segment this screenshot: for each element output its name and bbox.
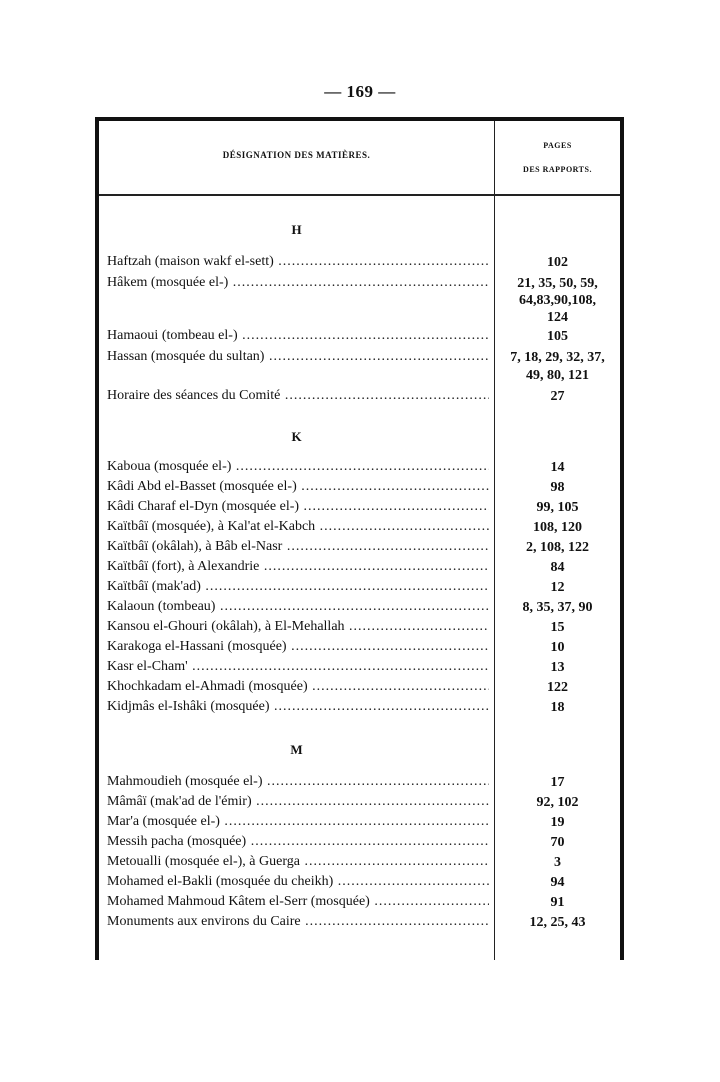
index-entry-name: Mohamed el-Bakli (mosquée du cheikh) ..... [107,873,489,891]
index-entry-name: Khochkadam el-Ahmadi (mosquée) ..... [107,678,489,696]
index-entry-pages: 99, 105 [536,500,579,515]
designation-column-header: DÉSIGNATION DES MATIÈRES. [222,150,371,160]
page-number: — 169 — [324,82,396,101]
pages-column-header-line1: PAGES [543,141,572,150]
index-entry-name: Kaïtbâï (fort), à Alexandrie ..... [107,558,489,576]
index-entry-pages: 21, 35, 50, 59, [517,276,598,291]
index-entry-pages: 70 [550,835,565,850]
index-entry-name: Mar'a (mosquée el-) ..... [107,813,489,831]
index-entry-name: Haftzah (maison wakf el-sett) ..... [107,253,489,271]
index-entry-pages: 8, 35, 37, 90 [522,600,593,615]
index-entry-pages: 84 [550,560,565,575]
column-divider [494,121,495,960]
index-entry-pages-cont: 49, 80, 121 [526,368,589,383]
index-entry-pages-cont: 64,83,90,108, [519,293,596,308]
index-entry-pages: 15 [550,620,565,635]
index-entry-name: Kaboua (mosquée el-) ..... [107,458,489,476]
section-letter-h: H [291,222,302,237]
index-entry-pages: 13 [550,660,565,675]
index-entry-pages: 91 [550,895,565,910]
index-entry-pages-cont: 124 [547,310,568,325]
index-entry-name: Kalaoun (tombeau) ..... [107,598,489,616]
index-entry-name: Kaïtbâï (mosquée), à Kal'at el-Kabch ..... [107,518,489,536]
index-entry-pages: 122 [547,680,568,695]
index-entry-name: Hassan (mosquée du sultan) ..... [107,348,489,366]
index-entry-pages: 19 [550,815,565,830]
index-entry-name: Mohamed Mahmoud Kâtem el-Serr (mosquée) ..... [107,893,489,911]
section-letter-m: M [290,742,303,757]
header-rule [99,194,620,196]
index-entry-name: Hâkem (mosquée el-) ..... [107,274,489,292]
index-entry-pages: 105 [547,329,568,344]
index-entry-name: Kaïtbâï (mak'ad) ..... [107,578,489,596]
index-entry-pages: 7, 18, 29, 32, 37, [510,350,605,365]
index-entry-pages: 18 [550,700,565,715]
index-entry-name: Mahmoudieh (mosquée el-) ..... [107,773,489,791]
index-entry-pages: 12, 25, 43 [529,915,586,930]
section-letter-k: K [291,429,302,444]
index-entry-pages: 10 [550,640,565,655]
index-entry-pages: 98 [550,480,565,495]
index-entry-pages: 14 [550,460,565,475]
index-entry-name: Kasr el-Cham' ..... [107,658,489,676]
index-entry-name: Horaire des séances du Comité ..... [107,387,489,405]
index-entry-pages: 12 [550,580,565,595]
index-entry-name: Kansou el-Ghouri (okâlah), à El-Mehallah ..... [107,618,489,636]
index-entry-pages: 3 [554,855,561,870]
index-entry-name: Karakoga el-Hassani (mosquée) ..... [107,638,489,656]
index-entry-pages: 27 [550,389,565,404]
index-entry-pages: 17 [550,775,565,790]
index-entry-name: Hamaoui (tombeau el-) ..... [107,327,489,345]
index-entry-pages: 108, 120 [533,520,582,535]
index-entry-pages: 102 [547,255,568,270]
index-entry-name: Metoualli (mosquée el-), à Guerga ..... [107,853,489,871]
pages-column-header-line2: DES RAPPORTS. [523,165,592,174]
index-entry-name: Kâdi Charaf el-Dyn (mosquée el-) ..... [107,498,489,516]
index-entry-pages: 94 [550,875,565,890]
index-entry-pages: 2, 108, 122 [526,540,589,555]
index-entry-name: Kâdi Abd el-Basset (mosquée el-) ..... [107,478,489,496]
index-entry-name: Kaïtbâï (okâlah), à Bâb el-Nasr ..... [107,538,489,556]
index-entry-pages: 92, 102 [536,795,579,810]
index-entry-name: Messih pacha (mosquée) ..... [107,833,489,851]
index-entry-name: Kidjmâs el-Ishâki (mosquée) ..... [107,698,489,716]
index-entry-name: Monuments aux environs du Caire ..... [107,913,489,931]
index-entry-name: Mâmâï (mak'ad de l'émir) ..... [107,793,489,811]
